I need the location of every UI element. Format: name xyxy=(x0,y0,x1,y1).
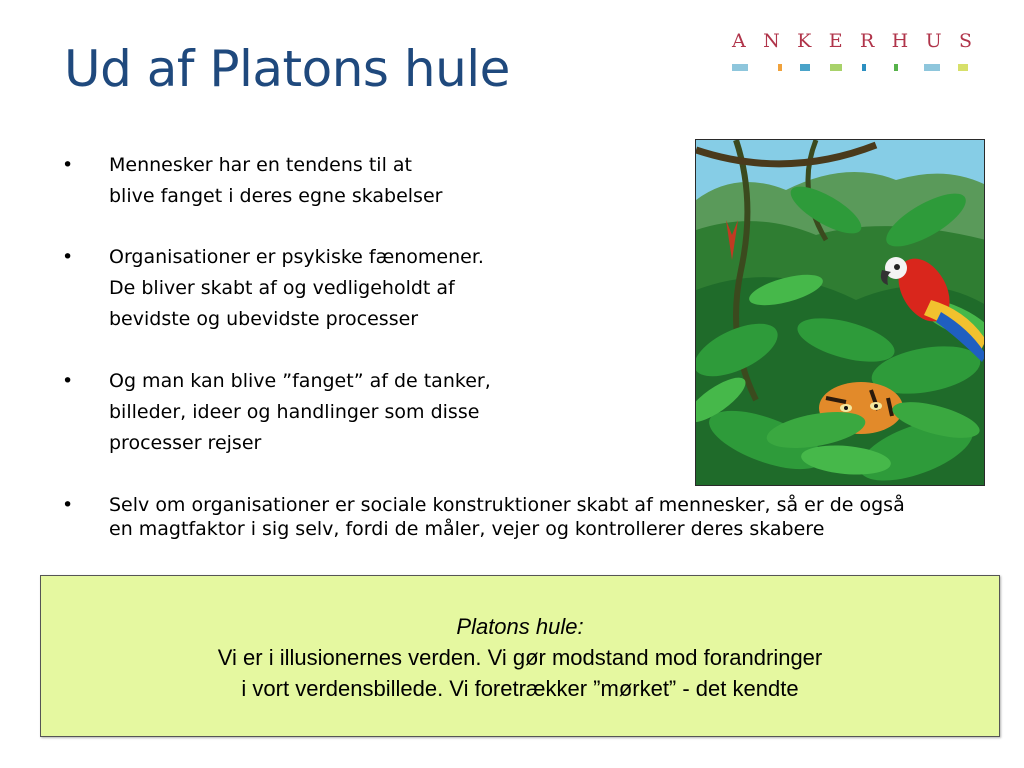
bullet-line: Mennesker har en tendens til at xyxy=(109,154,412,176)
bullet-line: billeder, ideer og handlinger som disse xyxy=(109,401,480,423)
logo-letter: A xyxy=(732,30,746,52)
jungle-illustration xyxy=(695,139,985,486)
logo-letter: U xyxy=(925,30,942,52)
platons-hule-callout xyxy=(40,575,1000,737)
logo-bar xyxy=(894,64,898,71)
bullet-line: blive fanget i deres egne skabelser xyxy=(109,185,443,207)
bullet-symbol: • xyxy=(62,246,74,268)
logo-bar xyxy=(732,64,748,71)
bullet-line: en magtfaktor i sig selv, fordi de måler, vejer og kontrollerer deres skabere xyxy=(109,518,825,540)
logo-letter: S xyxy=(958,30,972,52)
logo-bar xyxy=(924,64,940,71)
logo-bar xyxy=(800,64,810,71)
logo-bar xyxy=(862,64,866,71)
bullet-line: Og man kan blive ”fanget” af de tanker, xyxy=(109,370,491,392)
logo-letter: E xyxy=(828,30,843,52)
callout-text-line: Vi er i illusionernes verden. Vi gør modstand mod forandringer xyxy=(217,645,823,670)
bullet-line: Selv om organisationer er sociale konstruktioner skabt af mennesker, så er de også xyxy=(109,494,905,516)
bullet-symbol: • xyxy=(62,494,74,516)
slide-title: Ud af Platons hule xyxy=(64,40,510,98)
logo-bar xyxy=(958,64,968,71)
logo-letter: K xyxy=(797,30,812,52)
bullet-line: De bliver skabt af og vedligeholdt af xyxy=(109,277,455,299)
logo-bar xyxy=(830,64,842,71)
logo-letter: N xyxy=(763,30,780,52)
logo-letter: H xyxy=(891,30,909,52)
logo-wordmark xyxy=(732,30,972,52)
logo-letter: R xyxy=(859,30,875,52)
bullet-symbol: • xyxy=(62,370,74,392)
bullet-line: bevidste og ubevidste processer xyxy=(109,308,419,330)
jungle-scene-image xyxy=(696,140,985,486)
logo-color-bars xyxy=(732,64,972,72)
logo-bar xyxy=(778,64,782,71)
bullet-symbol: • xyxy=(62,154,74,176)
ankerhus-logo xyxy=(732,30,972,52)
bullet-line: processer rejser xyxy=(109,432,262,454)
callout-heading: Platons hule: xyxy=(456,614,584,639)
callout-text-line: i vort verdensbillede. Vi foretrækker ”mørket” - det kendte xyxy=(241,676,799,701)
bullet-line: Organisationer er psykiske fænomener. xyxy=(109,246,484,268)
